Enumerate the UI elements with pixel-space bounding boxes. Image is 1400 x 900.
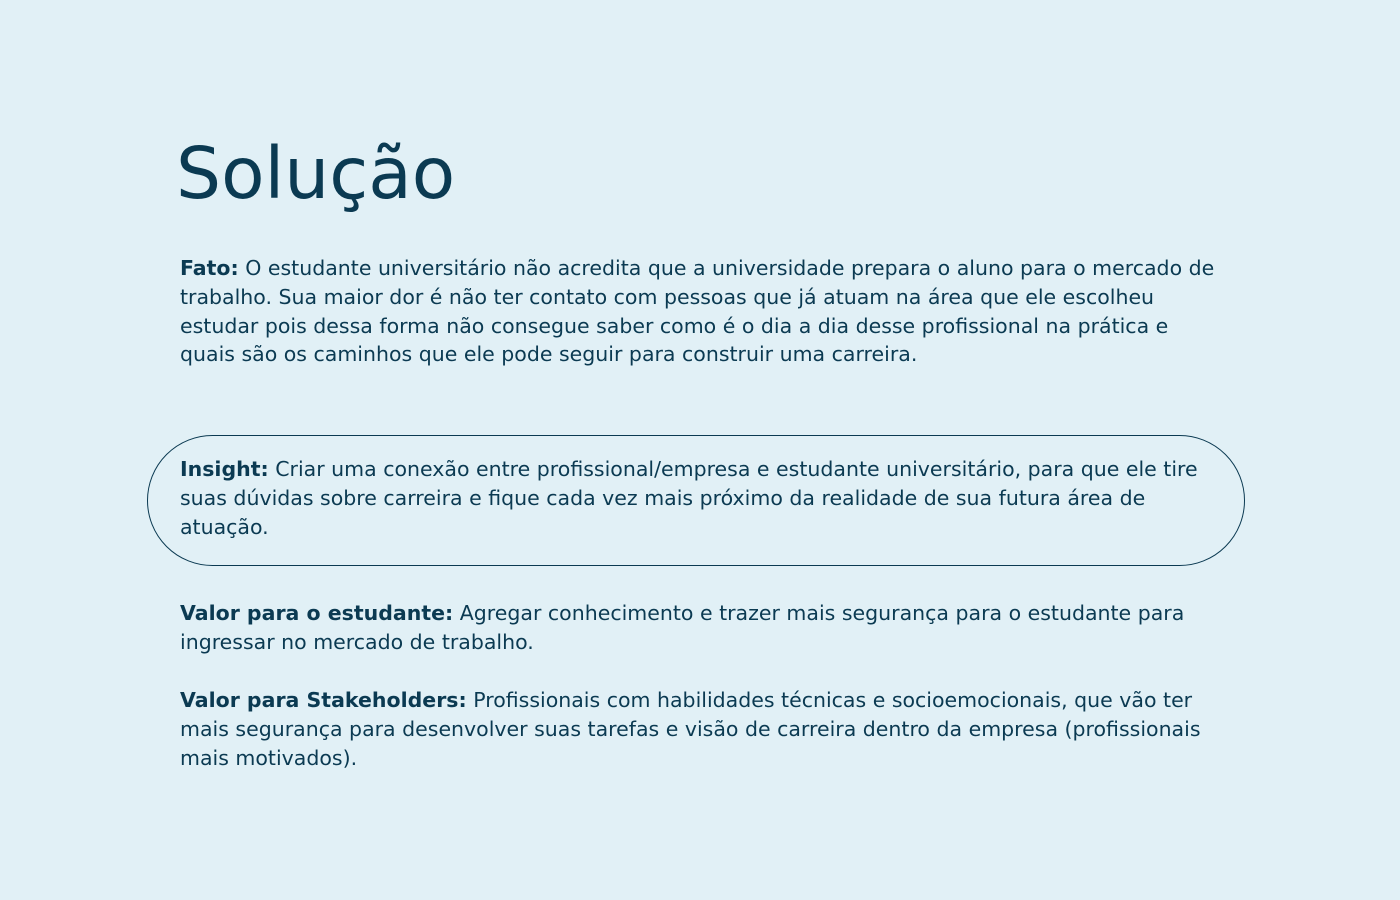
insight-label: Insight: (180, 457, 269, 481)
valor-estudante-label: Valor para o estudante: (180, 601, 454, 625)
valor-estudante-paragraph (180, 599, 1225, 657)
fato-label: Fato: (180, 256, 239, 280)
valor-stakeholders-text: Profissionais com habilidades técnicas e socioemocionais, que vão ter mais segurança para desenvolver suas tarefas e visão de carreira dentro da empresa (profissionais mais motivados). (180, 688, 1201, 770)
fato-paragraph (180, 254, 1225, 369)
insight-text: Criar uma conexão entre profissional/empresa e estudante universitário, para que ele tire suas dúvidas sobre carreira e fique cada vez mais próximo da realidade de sua futura área de atuação. (180, 457, 1198, 539)
insight-paragraph (180, 455, 1225, 541)
page-title: Solução (176, 132, 456, 215)
valor-stakeholders-label: Valor para Stakeholders: (180, 688, 467, 712)
fato-text: O estudante universitário não acredita que a universidade prepara o aluno para o mercado de trabalho. Sua maior dor é não ter contato com pessoas que já atuam na área que ele escolheu estudar pois dessa forma não consegue saber como é o dia a dia desse profissional na prática e quais são os caminhos que ele pode seguir para construir uma carreira. (180, 256, 1215, 367)
valor-estudante-text: Agregar conhecimento e trazer mais segurança para o estudante para ingressar no mercado de trabalho. (180, 601, 1185, 654)
valor-stakeholders-paragraph (180, 686, 1225, 772)
